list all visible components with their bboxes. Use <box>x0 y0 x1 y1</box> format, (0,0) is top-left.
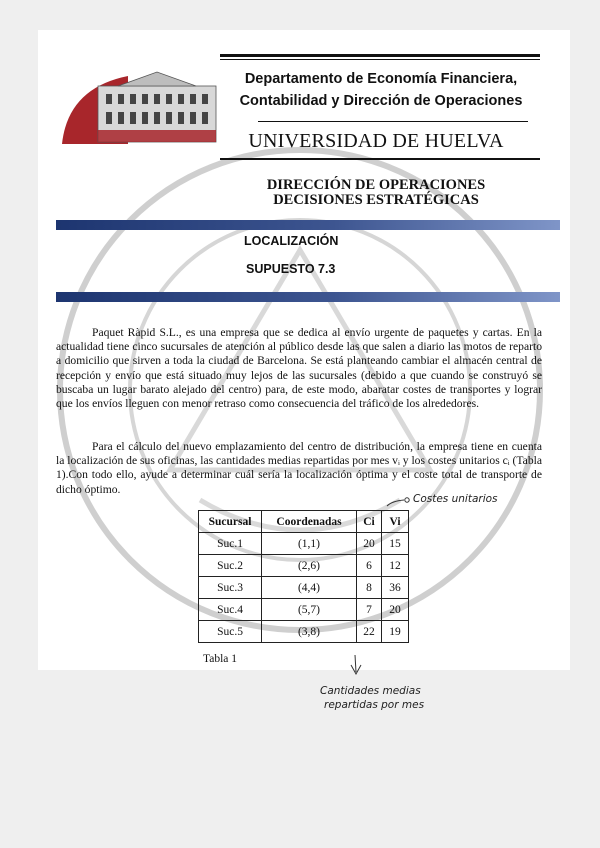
department-line-2: Contabilidad y Dirección de Operaciones <box>239 93 523 109</box>
table-header-row <box>199 511 409 533</box>
cell-vi: 36 <box>382 577 409 599</box>
header-sucursal: Sucursal <box>199 511 262 533</box>
cell-ci: 7 <box>357 599 382 621</box>
cell-ci: 20 <box>357 533 382 555</box>
cell-ci: 6 <box>357 555 382 577</box>
cell-coordenadas: (4,4) <box>262 577 357 599</box>
cell-sucursal: Suc.2 <box>199 555 262 577</box>
topic-heading: LOCALIZACIÓN <box>244 234 339 248</box>
header-vi: Vi <box>382 511 409 533</box>
cell-vi: 19 <box>382 621 409 643</box>
table-caption: Tabla 1 <box>203 653 238 665</box>
table-row <box>199 599 409 621</box>
header-top-rule-thin <box>220 59 540 60</box>
cell-coordenadas: (2,6) <box>262 555 357 577</box>
university-building-logo <box>58 68 218 144</box>
subject-title <box>216 178 536 208</box>
cell-coordenadas: (3,8) <box>262 621 357 643</box>
table-row <box>199 577 409 599</box>
annotation-costes-unitarios: Costes unitarios <box>413 493 498 505</box>
header-coordenadas: Coordenadas <box>262 511 357 533</box>
header-ci: Ci <box>357 511 382 533</box>
body-paragraph-2: Para el cálculo del nuevo emplazamiento del centro de distribución, la empresa tiene en cuenta la localización de sus oficinas, las cantidades medias repartidas por mes vᵢ y los costes unitarios cᵢ (Tabla 1).Con todo ello, ayude a determinar cuál sería la localización óptima y el coste total de transporte de dicho óptimo. <box>56 440 542 496</box>
cell-vi: 15 <box>382 533 409 555</box>
cell-coordenadas: (5,7) <box>262 599 357 621</box>
department-line-1: Departamento de Economía Financiera, <box>244 71 518 87</box>
cell-ci: 8 <box>357 577 382 599</box>
cell-sucursal: Suc.5 <box>199 621 262 643</box>
department-underline <box>258 121 528 122</box>
subject-line-1: DIRECCIÓN DE OPERACIONES <box>266 177 486 193</box>
university-name: UNIVERSIDAD DE HUELVA <box>248 130 504 152</box>
department-name <box>216 68 546 112</box>
table-row <box>199 555 409 577</box>
section-band-bottom <box>56 292 560 302</box>
table-row <box>199 533 409 555</box>
cell-sucursal: Suc.4 <box>199 599 262 621</box>
cell-sucursal: Suc.3 <box>199 577 262 599</box>
cell-vi: 20 <box>382 599 409 621</box>
body-paragraph-1: Paquet Ràpid S.L., es una empresa que se dedica al envío urgente de paquetes y cartas. En la actualidad tiene cinco sucursales de atención al público desde las que salen a diario las motos de reparto a domicilio que sirven a toda la ciudad de Barcelona. Se está planteando cambiar el almacén central de recepción y envío que está situado muy lejos de las sucursales (debido a que cuando se construyó se buscaba un lugar barato alejado del centro) para, de este modo, abaratar costes de transportes y lograr que los envíos lleguen con menor retraso como consecuencia del tráfico de los alrededores. <box>56 326 542 411</box>
exercise-heading: SUPUESTO 7.3 <box>246 262 336 276</box>
branch-table <box>198 510 409 643</box>
annotation-cantidades-line-2: repartidas por mes <box>324 699 425 711</box>
section-band-top <box>56 220 560 230</box>
cell-vi: 12 <box>382 555 409 577</box>
cell-ci: 22 <box>357 621 382 643</box>
university-underline <box>220 158 540 160</box>
table-row <box>199 621 409 643</box>
header-top-rule-thick <box>220 54 540 57</box>
subject-line-2: DECISIONES ESTRATÉGICAS <box>273 192 479 208</box>
cell-sucursal: Suc.1 <box>199 533 262 555</box>
annotation-cantidades-line-1: Cantidades medias <box>320 685 421 697</box>
cell-coordenadas: (1,1) <box>262 533 357 555</box>
